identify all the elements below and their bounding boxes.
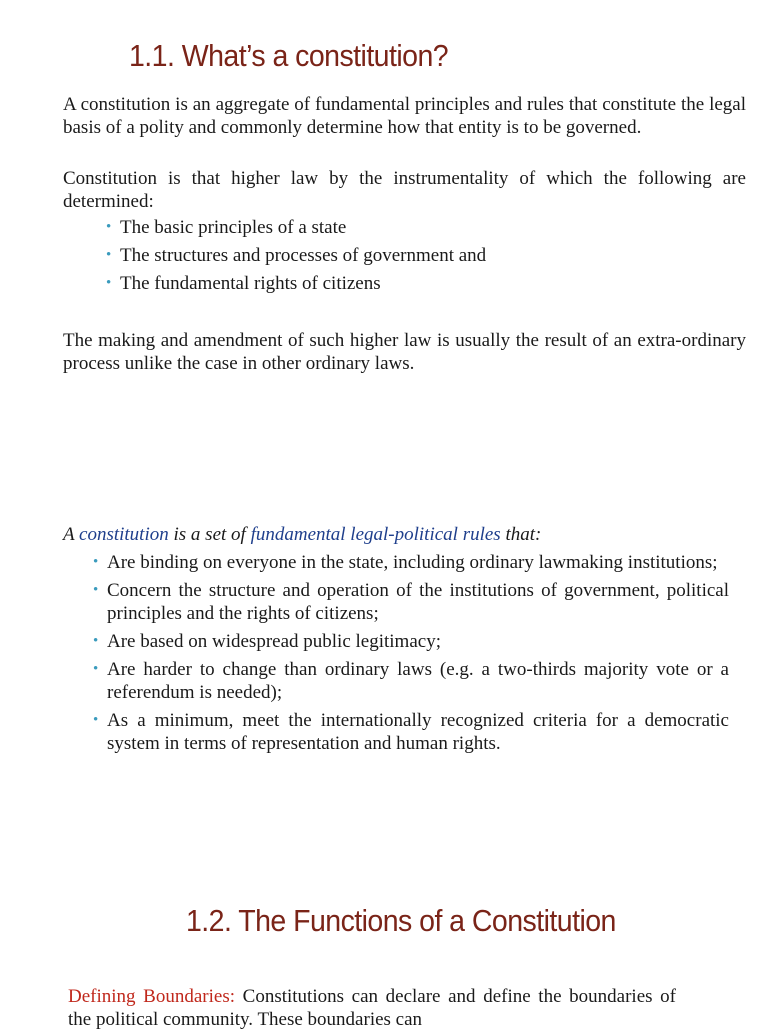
boundaries-label: Defining Boundaries: <box>68 986 235 1007</box>
determined-list <box>106 216 746 300</box>
list-item <box>93 630 729 653</box>
list-item-text: Concern the structure and operation of the institutions of government, political principles and the rights of citizens; <box>107 580 729 624</box>
bullet-icon: • <box>93 582 99 598</box>
list-item <box>93 658 729 704</box>
list-item <box>106 216 746 239</box>
bullet-icon: • <box>106 219 112 235</box>
section-title-2: 1.2. The Functions of a Constitution <box>186 903 616 938</box>
boundaries-paragraph <box>68 985 676 1031</box>
bullet-icon: • <box>106 275 112 291</box>
section-title-1: 1.1. What’s a constitution? <box>129 38 449 73</box>
intro-text-c: that: <box>500 524 542 545</box>
higher-law-paragraph: Constitution is that higher law by the instrumentality of which the following are determined: <box>63 168 746 212</box>
boundaries-text: Constitutions can declare and define the boundaries of the political community. These boundaries can <box>68 986 676 1030</box>
list-item-text: The structures and processes of government and <box>120 245 487 266</box>
bullet-icon: • <box>93 554 99 570</box>
term-rules: fundamental legal-political rules <box>250 524 501 545</box>
list-item <box>93 551 729 574</box>
definition-intro <box>63 523 746 546</box>
list-item <box>93 579 729 625</box>
term-constitution: constitution <box>79 524 169 545</box>
list-item-text: The fundamental rights of citizens <box>120 273 381 294</box>
rules-list <box>93 551 729 760</box>
bullet-icon: • <box>93 661 99 677</box>
list-item-text: The basic principles of a state <box>120 217 347 238</box>
list-item <box>93 709 729 755</box>
bullet-icon: • <box>93 712 99 728</box>
list-item-text: As a minimum, meet the internationally recognized criteria for a democratic system in terms of representation and human rights. <box>107 710 729 754</box>
list-item <box>106 244 746 267</box>
bullet-icon: • <box>106 247 112 263</box>
list-item-text: Are harder to change than ordinary laws (e.g. a two-thirds majority vote or a referendum is needed); <box>107 659 729 703</box>
list-item-text: Are based on widespread public legitimacy; <box>107 631 441 652</box>
list-item-text: Are binding on everyone in the state, including ordinary lawmaking institutions; <box>107 552 718 573</box>
intro-text-a: A <box>63 524 80 545</box>
bullet-icon: • <box>93 633 99 649</box>
intro-text-b: is a set of <box>168 524 251 545</box>
amendment-paragraph: The making and amendment of such higher law is usually the result of an extra-ordinary process unlike the case in other ordinary laws. <box>63 330 746 374</box>
list-item <box>106 272 746 295</box>
definition-paragraph: A constitution is an aggregate of fundamental principles and rules that constitute the legal basis of a polity and commonly determine how that entity is to be governed. <box>63 94 746 138</box>
